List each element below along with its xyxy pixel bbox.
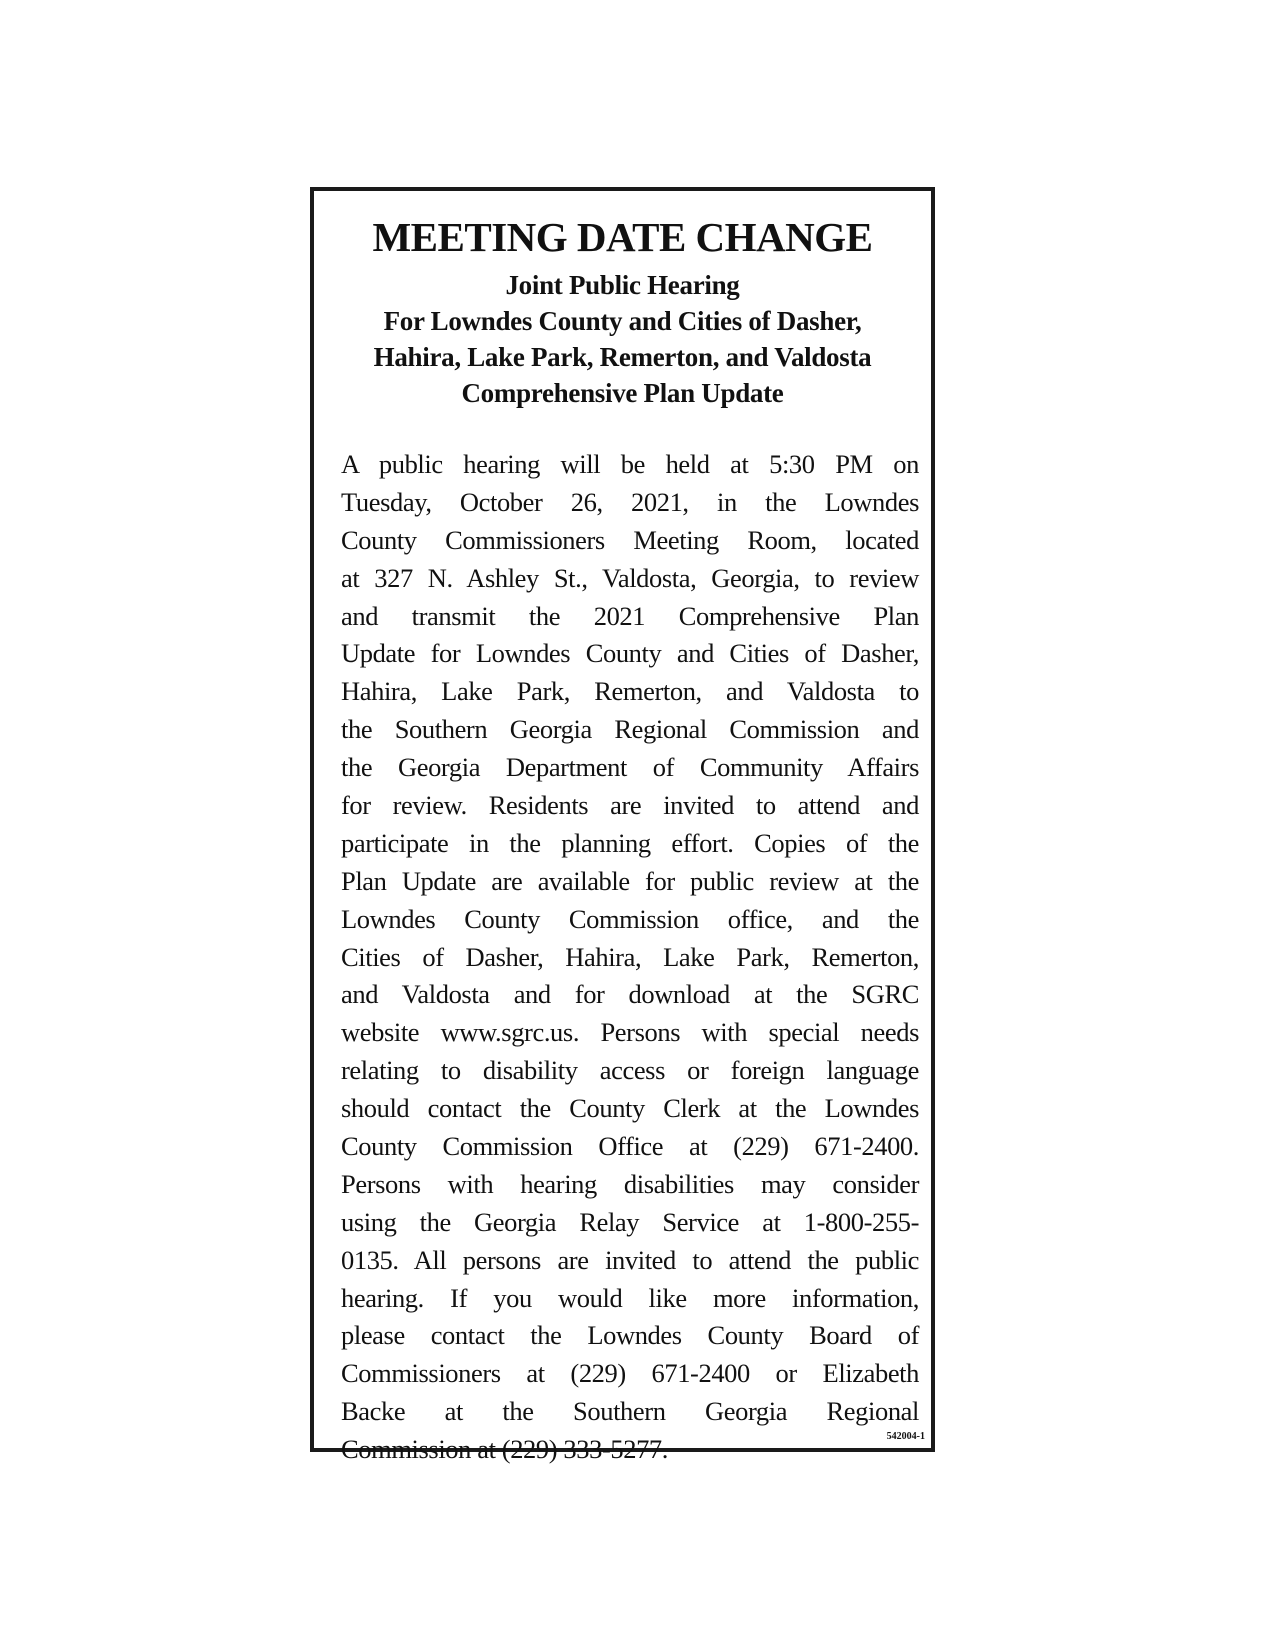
body-line: the Georgia Department of Community Affairs (341, 752, 919, 783)
notice-body (341, 446, 919, 1469)
body-line: the Southern Georgia Regional Commission and (341, 714, 919, 745)
body-line: Backe at the Southern Georgia Regional (341, 1396, 919, 1427)
notice-subtitle-line: Hahira, Lake Park, Remerton, and Valdosta (373, 342, 872, 372)
ad-number: 542004-1 (886, 1431, 925, 1442)
body-line: A public hearing will be held at 5:30 PM on (341, 449, 919, 479)
body-line: 0135. All persons are invited to attend the public (341, 1244, 919, 1275)
body-line: participate in the planning effort. Copies of the (341, 827, 919, 858)
body-line: at 327 N. Ashley St., Valdosta, Georgia, to review (341, 562, 919, 593)
body-line: Commission at (229) 333-5277. (341, 1434, 668, 1465)
body-line: Cities of Dasher, Hahira, Lake Park, Remerton, (341, 941, 919, 972)
body-line: hearing. If you would like more information, (341, 1282, 919, 1313)
body-line: County Commission Office at (229) 671-2400. (341, 1131, 919, 1162)
body-line: for review. Residents are invited to attend and (341, 790, 919, 821)
body-line: Lowndes County Commission office, and the (341, 903, 919, 934)
body-line: Persons with hearing disabilities may consider (341, 1168, 919, 1199)
notice-box (310, 187, 935, 1465)
body-line: County Commissioners Meeting Room, located (341, 524, 919, 555)
body-line: Plan Update are available for public review at the (341, 865, 919, 896)
body-line: and transmit the 2021 Comprehensive Plan (341, 600, 919, 631)
body-line: relating to disability access or foreign language (341, 1055, 919, 1086)
body-line: should contact the County Clerk at the Lowndes (341, 1093, 919, 1124)
body-line: Commissioners at (229) 671-2400 or Elizabeth (341, 1358, 919, 1389)
body-line: using the Georgia Relay Service at 1-800-255- (341, 1206, 919, 1237)
body-line: website www.sgrc.us. Persons with special needs (341, 1017, 919, 1048)
notice-title: MEETING DATE CHANGE (372, 214, 873, 260)
body-line: Tuesday, October 26, 2021, in the Lowndes (341, 486, 919, 517)
body-line: and Valdosta and for download at the SGRC (341, 979, 919, 1010)
notice-subtitle-line: Comprehensive Plan Update (461, 378, 784, 408)
body-line: please contact the Lowndes County Board of (341, 1320, 919, 1351)
notice-subtitle-line: Joint Public Hearing (505, 270, 740, 300)
body-line: Hahira, Lake Park, Remerton, and Valdosta to (341, 676, 919, 707)
body-line: Update for Lowndes County and Cities of Dasher, (341, 638, 919, 669)
notice-subtitle-line: For Lowndes County and Cities of Dasher, (383, 306, 862, 336)
